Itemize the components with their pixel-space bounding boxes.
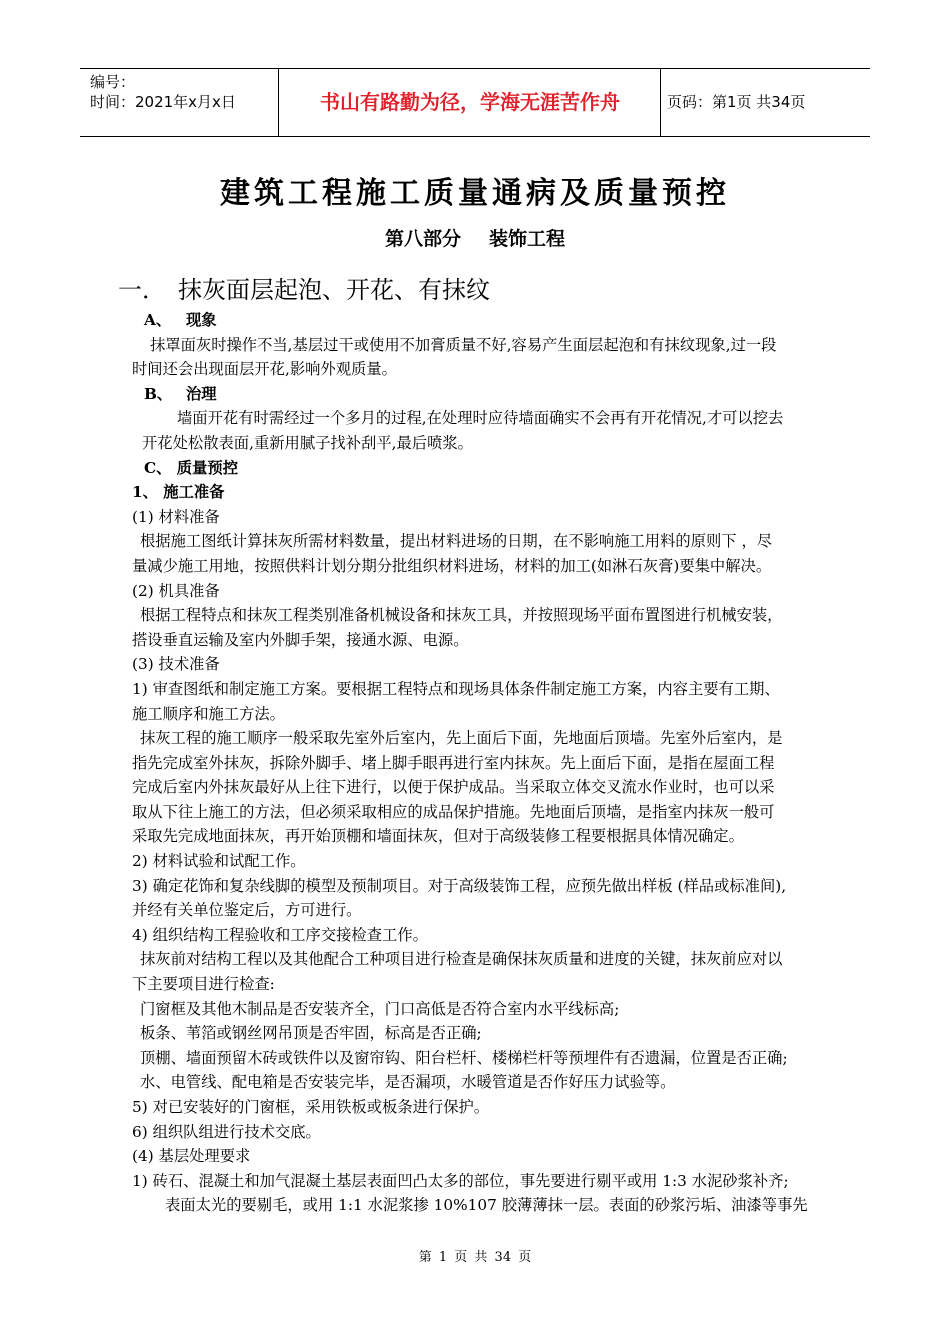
document-title: 建筑工程施工质量通病及质量预控 — [220, 176, 730, 211]
paragraph-line: 抹灰前对结构工程以及其他配合工种项目进行检查是确保抹灰质量和进度的关键，抹灰前应对以 — [140, 950, 783, 969]
paragraph-line: 抹灰工程的施工顺序一般采取先室外后室内，先上面后下面，先地面后顶墙。先室外后室内，是 — [140, 729, 783, 748]
section-heading — [118, 270, 490, 305]
paragraph-line: 4) 组织结构工程验收和工序交接检查工作。 — [132, 925, 428, 944]
subtitle-name: 装饰工程 — [489, 228, 566, 250]
paragraph-line: 2) 材料试验和试配工作。 — [132, 852, 306, 871]
number-label: 编号： — [90, 73, 136, 91]
header-meta-cell — [80, 69, 279, 136]
header-page-info: 页码：第1页 共34页 — [667, 93, 806, 111]
subsection-b-title: 治理 — [186, 384, 217, 403]
section-number: 一． — [118, 276, 166, 304]
paragraph-line: 量减少施工用地，按照供料计划分期分批组织材料进场，材料的加工(如淋石灰膏)要集中解决。 — [132, 556, 772, 575]
item-heading: (4) 基层处理要求 — [132, 1147, 251, 1166]
paragraph-line: 墙面开花有时需经过一个多月的过程,在处理时应待墙面确实不会再有开花情况,才可以挖去 — [177, 409, 784, 428]
paragraph-line: 时间还会出现面层开花,影响外观质量。 — [132, 360, 397, 379]
document-subtitle — [0, 224, 950, 251]
item-heading: (2) 机具准备 — [132, 581, 220, 600]
item-heading: (3) 技术准备 — [132, 655, 220, 674]
document-body — [132, 308, 852, 1218]
paragraph-line: 并经有关单位鉴定后，方可进行。 — [132, 901, 362, 920]
paragraph-line: 下主要项目进行检查: — [132, 975, 275, 994]
paragraph-line: 根据施工图纸计算抹灰所需材料数量，提出材料进场的日期，在不影响施工用料的原则下 ，尽 — [140, 532, 773, 551]
paragraph-line: 5) 对已安装好的门窗框，采用铁板或板条进行保护。 — [132, 1098, 490, 1116]
paragraph-line: 抹罩面灰时操作不当,基层过干或使用不加膏质量不好,容易产生面层起泡和有抹纹现象,过一段 — [150, 335, 777, 354]
header-table — [80, 68, 870, 137]
subsection-a-label: A、 — [144, 311, 172, 329]
subtitle-part: 第八部分 — [384, 228, 461, 250]
paragraph-line: 取从下往上施工的方法，但必须采取相应的成品保护措施。先地面后顶墙，是指室内抹灰一般可 — [132, 802, 775, 821]
paragraph-line: 施工顺序和施工方法。 — [132, 704, 285, 723]
subsection-a-title: 现象 — [186, 311, 217, 329]
subsection-a — [132, 308, 852, 333]
paragraph-line: 板条、苇箔或钢丝网吊顶是否牢固，标高是否正确; — [140, 1024, 482, 1043]
paragraph-line: 3) 确定花饰和复杂线脚的模型及预制项目。对于高级装饰工程，应预先做出样板 (样品或标准间), — [132, 876, 787, 895]
subsection-b-label: B、 — [144, 384, 173, 403]
paragraph-line: 水、电管线、配电箱是否安装完毕，是否漏项，水暖管道是否作好压力试验等。 — [140, 1073, 676, 1092]
paragraph-line: 指先完成室外抹灰，拆除外脚手、堵上脚手眼再进行室内抹灰。先上面后下面，是指在屋面工程 — [132, 753, 775, 772]
section-heading-text: 抹灰面层起泡、开花、有抹纹 — [178, 276, 490, 304]
paragraph-line: 根据工程特点和抹灰工程类别准备机械设备和抹灰工具，并按照现场平面布置图进行机械安装， — [140, 606, 783, 625]
header-motto: 书山有路勤为径，学海无涯苦作舟 — [280, 69, 661, 136]
paragraph-line: 1) 砖石、混凝土和加气混凝土基层表面凹凸太多的部位，事先要进行剔平或用 1:3 水泥砂浆补齐; — [132, 1171, 789, 1190]
paragraph-line: 6) 组织队组进行技术交底。 — [132, 1122, 321, 1141]
paragraph-line: 1) 审查图纸和制定施工方案。要根据工程特点和现场具体条件制定施工方案，内容主要有工期、 — [132, 679, 780, 698]
paragraph-line: 门窗框及其他木制品是否安装齐全，门口高低是否符合室内水平线标高; — [140, 999, 620, 1018]
paragraph-line: 顶棚、墙面预留木砖或铁件以及窗帘钩、阳台栏杆、楼梯栏杆等预埋件有否遗漏，位置是否正确; — [140, 1048, 788, 1067]
paragraph-line: 开花处松散表面,重新用腻子找补刮平,最后喷浆。 — [142, 433, 473, 452]
date-label: 时间：2021年x月x日 — [90, 93, 236, 111]
paragraph-line: 表面太光的要剔毛，或用 1:1 水泥浆掺 10%107 胶薄薄抹一层。表面的砂浆污垢、油漆等事先 — [165, 1196, 808, 1215]
item-heading: 1、 施工准备 — [132, 483, 225, 502]
paragraph-line: 完成后室内外抹灰最好从上往下进行，以便于保护成品。当采取立体交叉流水作业时，也可以采 — [132, 778, 775, 797]
subsection-c: C、 质量预控 — [144, 458, 238, 477]
paragraph-line: 采取先完成地面抹灰，再开始顶棚和墙面抹灰，但对于高级装修工程要根据具体情况确定。 — [132, 827, 744, 846]
page-footer: 第 1 页 共 34 页 — [418, 1250, 532, 1265]
item-heading: (1) 材料准备 — [132, 507, 220, 526]
paragraph-line: 搭设垂直运输及室内外脚手架，接通水源、电源。 — [132, 630, 469, 649]
subsection-b — [132, 382, 852, 407]
